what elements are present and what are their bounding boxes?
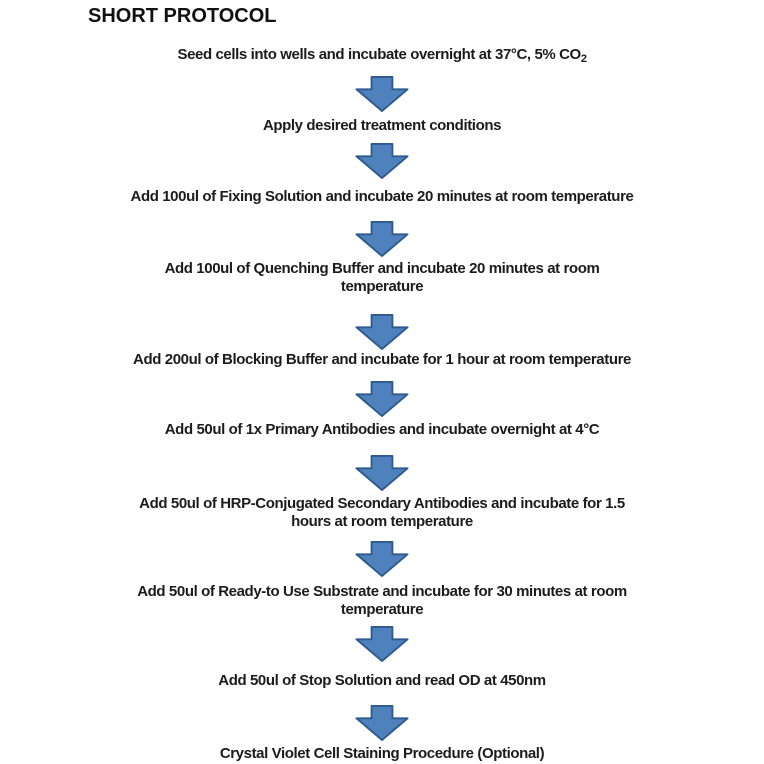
protocol-step-4: Add 100ul of Quenching Buffer and incubate 20 minutes at room temperature: [164, 260, 600, 295]
protocol-step-6: Add 50ul of 1x Primary Antibodies and incubate overnight at 4°C: [164, 421, 600, 438]
protocol-step-1: Seed cells into wells and incubate overnight at 37°C, 5% $CO_2$: [177, 46, 587, 65]
protocol-step-10: Crystal Violet Cell Staining Procedure (Optional): [219, 745, 545, 762]
down-arrow-icon: [354, 381, 410, 417]
down-arrow-icon: [354, 541, 410, 577]
protocol-step-5: Add 200ul of Blocking Buffer and incubate for 1 hour at room temperature: [133, 351, 631, 368]
protocol-step-9: Add 50ul of Stop Solution and read OD at 450nm: [218, 672, 546, 689]
protocol-step-8: Add 50ul of Ready-to Use Substrate and incubate for 30 minutes at room temperature: [137, 583, 627, 618]
protocol-step-2: Apply desired treatment conditions: [262, 117, 502, 134]
down-arrow-icon: [354, 705, 410, 741]
down-arrow-icon: [354, 76, 410, 112]
down-arrow-icon: [354, 221, 410, 257]
page-title: SHORT PROTOCOL: [88, 5, 277, 27]
protocol-step-3: Add 100ul of Fixing Solution and incubate 20 minutes at room temperature: [130, 188, 634, 205]
down-arrow-icon: [354, 143, 410, 179]
down-arrow-icon: [354, 626, 410, 662]
protocol-step-7: Add 50ul of HRP-Conjugated Secondary Antibodies and incubate for 1.5 hours at room temperature: [139, 495, 625, 530]
down-arrow-icon: [354, 314, 410, 350]
down-arrow-icon: [354, 455, 410, 491]
protocol-flow: [0, 28, 764, 763]
subscript-text: 2: [580, 53, 587, 65]
